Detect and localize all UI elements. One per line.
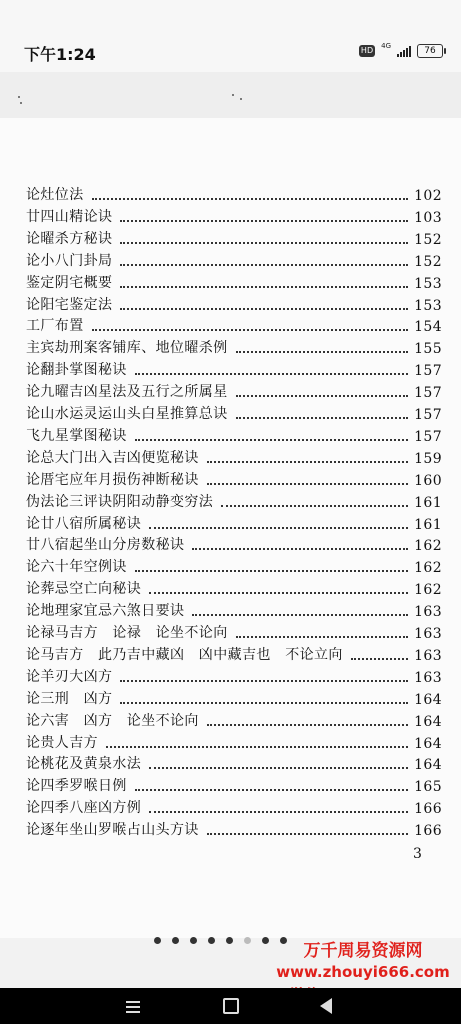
toc-page-number: 159	[414, 450, 442, 467]
toc-row	[26, 228, 442, 248]
toc-page-number: 162	[414, 582, 442, 599]
toc-title: 论马吉方 此乃吉中藏凶 凶中藏吉也 不论立向	[26, 646, 343, 663]
toc-row	[26, 425, 442, 445]
toc-leader	[236, 635, 408, 638]
toc-page-number: 157	[414, 363, 442, 380]
toc-title: 鉴定阴宅概要	[26, 274, 113, 291]
toc-row	[26, 710, 442, 730]
toc-page-number: 164	[414, 713, 442, 730]
toc-title: 论四季八座凶方例	[26, 800, 142, 817]
toc-row	[26, 294, 442, 314]
toc-leader	[236, 416, 408, 419]
back-icon[interactable]	[320, 998, 332, 1014]
toc-leader	[192, 613, 408, 616]
navigation-bar	[0, 988, 461, 1024]
network-type: 4G	[381, 42, 391, 50]
toc-row	[26, 315, 442, 335]
page-dot[interactable]	[208, 937, 215, 944]
toc-page-number: 153	[414, 275, 442, 292]
toc-page-number: 166	[414, 801, 442, 818]
toc-leader	[106, 745, 408, 748]
toc-page-number: 163	[414, 669, 442, 686]
toc-title: 论贵人吉方	[26, 734, 98, 751]
toc-leader	[192, 547, 408, 550]
toc-page-number: 152	[414, 231, 442, 248]
battery-icon: 76	[417, 44, 443, 58]
hd-icon: HD	[360, 46, 374, 55]
toc-row	[26, 469, 442, 489]
home-icon[interactable]	[223, 998, 239, 1014]
signal-icon	[397, 45, 411, 57]
page-dot[interactable]	[172, 937, 179, 944]
toc-row	[26, 666, 442, 686]
toc-title: 论廿八宿所属秘诀	[26, 515, 142, 532]
toc-page-number: 157	[414, 385, 442, 402]
toc-leader	[351, 657, 408, 660]
watermark-line-2: www.zhouyi666.com	[276, 963, 450, 981]
toc-page-number: 162	[414, 560, 442, 577]
toc-title: 工厂布置	[26, 318, 84, 335]
toc-page-number: 154	[414, 319, 442, 336]
page-dot[interactable]	[226, 937, 233, 944]
toc-title: 廿四山精论诀	[26, 208, 113, 225]
toc-page-number: 163	[414, 647, 442, 664]
toc-row	[26, 819, 442, 839]
toc-leader	[120, 701, 408, 704]
toc-title: 论小八门卦局	[26, 252, 113, 269]
toc-leader	[207, 460, 408, 463]
toc-leader	[135, 788, 408, 791]
toc-page-number: 162	[414, 538, 442, 555]
status-time: 下午1:24	[24, 45, 96, 64]
toc-title: 论桃花及黄泉水法	[26, 756, 142, 773]
toc-leader	[149, 591, 408, 594]
toc-page-number: 102	[414, 188, 442, 204]
toc-row	[26, 337, 442, 357]
toc-leader	[149, 526, 408, 529]
document-page	[0, 118, 461, 938]
toc-row	[26, 250, 442, 270]
toc-page-number: 157	[414, 428, 442, 445]
toc-leader	[120, 307, 408, 310]
page-dot[interactable]	[244, 937, 251, 944]
toc-page-number: 103	[414, 209, 442, 226]
toc-title: 论灶位法	[26, 187, 84, 203]
toc-leader	[236, 394, 408, 397]
toc-page-number: 163	[414, 626, 442, 642]
toc-page-number: 161	[414, 516, 442, 533]
toc-title: 论九曜吉凶星法及五行之所属星	[26, 384, 228, 401]
toc-page-number: 165	[414, 779, 442, 796]
page-dot[interactable]	[154, 937, 161, 944]
toc-row	[26, 578, 442, 598]
page-top-strip	[0, 72, 461, 118]
watermark-line-1: 万千周易资源网	[303, 941, 423, 961]
toc-title: 论六害 凶方 论坐不论向	[26, 712, 199, 729]
toc-title: 论四季罗喉日例	[26, 778, 127, 795]
toc-leader	[207, 723, 408, 726]
toc-title: 飞九星掌图秘诀	[26, 427, 127, 444]
toc-page-number: 164	[414, 735, 442, 752]
toc-page-number: 164	[414, 757, 442, 774]
toc-page-number: 153	[414, 297, 442, 314]
toc-leader	[120, 219, 408, 222]
toc-title: 廿八宿起坐山分房数秘诀	[26, 537, 185, 554]
toc-title: 论葬忌空亡向秘诀	[26, 581, 142, 598]
toc-leader	[92, 328, 408, 331]
toc-row	[26, 644, 442, 664]
menu-icon[interactable]	[126, 998, 142, 1014]
toc-page-number: 166	[414, 823, 442, 840]
toc-title: 论阳宅鉴定法	[26, 296, 113, 313]
page-dot[interactable]	[190, 937, 197, 944]
toc-title: 论曜杀方秘诀	[26, 230, 113, 247]
toc-title: 论六十年空例诀	[26, 559, 127, 576]
toc-title: 伪法论三评诀阴阳动静变穷法	[26, 493, 214, 510]
toc-title: 论羊刃大凶方	[26, 668, 113, 685]
toc-leader	[92, 197, 408, 200]
toc-row	[26, 491, 442, 511]
toc-leader	[120, 241, 408, 244]
toc-title: 主宾劫刑案客铺库、地位曜杀例	[26, 340, 228, 357]
status-bar	[0, 0, 461, 72]
toc-title: 论地理家宜忌六煞日要诀	[26, 603, 185, 620]
toc-leader	[149, 766, 408, 769]
toc-row	[26, 513, 442, 533]
toc-page-number: 157	[414, 407, 442, 423]
toc-title: 论总大门出入吉凶便览秘诀	[26, 449, 199, 466]
toc-row	[26, 732, 442, 752]
toc-page-number: 164	[414, 691, 442, 708]
toc-row	[26, 534, 442, 554]
toc-row	[26, 447, 442, 467]
toc-leader	[221, 504, 408, 507]
toc-page-number: 160	[414, 472, 442, 489]
toc-page-number: 163	[414, 604, 442, 621]
toc-leader	[236, 350, 408, 353]
toc-page-number: 155	[414, 341, 442, 358]
toc-title: 论禄马吉方 论禄 论坐不论向	[26, 625, 228, 641]
toc-title: 论山水运灵运山头白星推算总诀	[26, 406, 228, 422]
toc-row	[26, 381, 442, 401]
toc-row	[26, 600, 442, 620]
toc-page-number: 152	[414, 253, 442, 270]
toc-title: 论厝宅应年月损伤神断秘诀	[26, 471, 199, 488]
toc-row	[26, 403, 442, 423]
toc-row	[26, 797, 442, 817]
toc-leader	[120, 263, 408, 266]
toc-row	[26, 688, 442, 708]
toc-row	[26, 556, 442, 576]
toc-leader	[207, 832, 408, 835]
toc-row	[26, 206, 442, 226]
toc-row	[26, 272, 442, 292]
toc-leader	[120, 679, 408, 682]
toc-title: 论逐年坐山罗喉占山头方诀	[26, 822, 199, 839]
page-number: 3	[413, 846, 422, 862]
toc-title: 论翻卦掌图秘诀	[26, 362, 127, 379]
toc-title: 论三刑 凶方	[26, 690, 113, 707]
toc-row	[26, 775, 442, 795]
toc-leader	[135, 569, 408, 572]
status-icons	[359, 44, 443, 58]
toc-leader	[135, 372, 408, 375]
toc-leader	[135, 438, 408, 441]
toc-row	[26, 622, 442, 642]
toc-leader	[149, 810, 408, 813]
toc-leader	[120, 285, 408, 288]
toc-row	[26, 359, 442, 379]
toc-page-number: 161	[414, 494, 442, 511]
toc-row	[26, 753, 442, 773]
toc-row	[26, 184, 442, 204]
toc-leader	[207, 482, 408, 485]
